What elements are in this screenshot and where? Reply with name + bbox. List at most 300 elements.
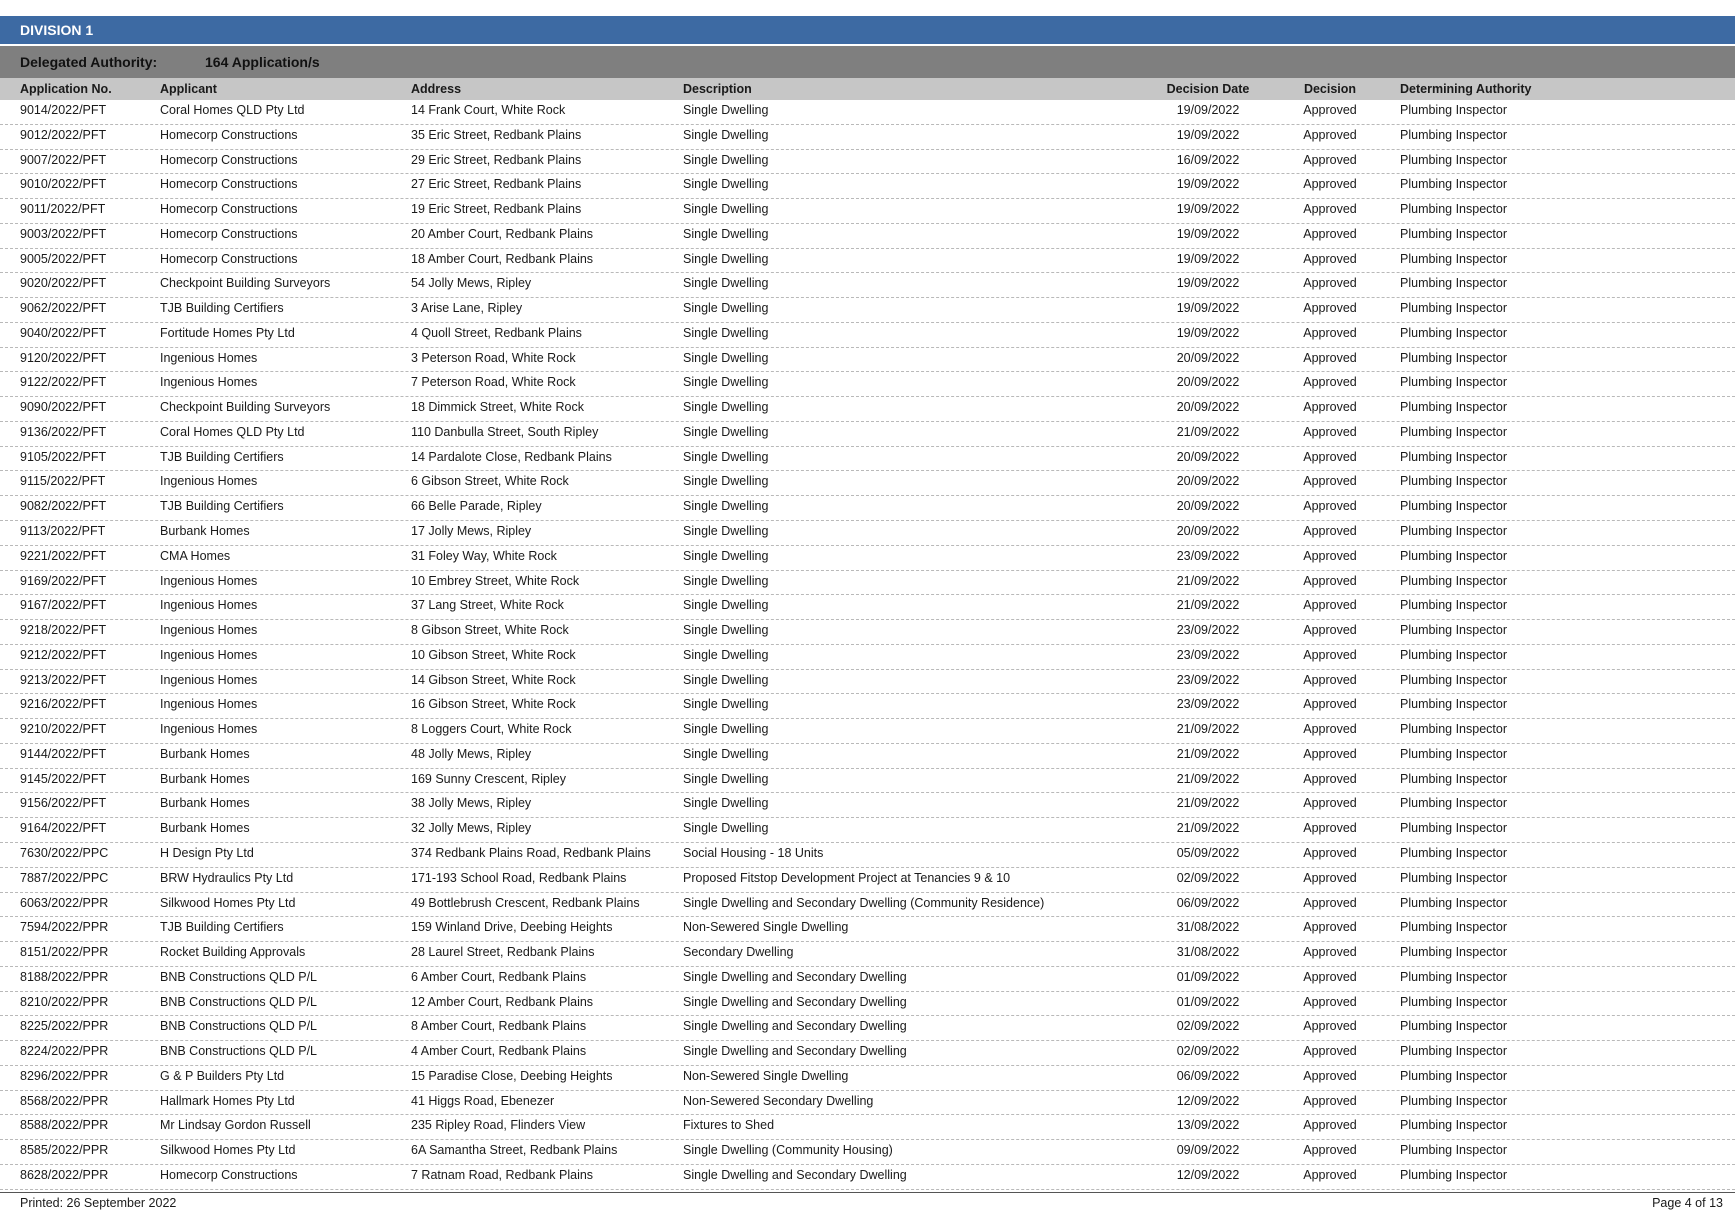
cell-address: 169 Sunny Crescent, Ripley bbox=[411, 771, 566, 786]
cell-determining-authority: Plumbing Inspector bbox=[1400, 895, 1508, 910]
cell-applicant: Homecorp Constructions bbox=[160, 177, 298, 192]
cell-determining-authority: Plumbing Inspector bbox=[1400, 325, 1508, 340]
cell-decision-date: 21/09/2022 bbox=[1176, 598, 1240, 613]
cell-decision: Approved bbox=[1303, 969, 1357, 984]
cell-decision-date: 21/09/2022 bbox=[1176, 796, 1240, 811]
cell-description: Single Dwelling bbox=[683, 276, 769, 291]
cell-decision-date: 20/09/2022 bbox=[1176, 449, 1240, 464]
cell-address: 14 Frank Court, White Rock bbox=[411, 103, 566, 117]
cell-application-no: 8224/2022/PPR bbox=[20, 1044, 109, 1059]
cell-determining-authority: Plumbing Inspector bbox=[1400, 969, 1508, 984]
cell-applicant: Checkpoint Building Surveyors bbox=[160, 276, 331, 291]
cell-description: Single Dwelling bbox=[683, 573, 769, 588]
cell-applicant: Coral Homes QLD Pty Ltd bbox=[160, 424, 305, 439]
cell-decision-date: 19/09/2022 bbox=[1176, 177, 1240, 192]
cell-application-no: 8628/2022/PPR bbox=[20, 1167, 109, 1182]
cell-application-no: 7594/2022/PPR bbox=[20, 920, 109, 935]
cell-application-no: 9210/2022/PFT bbox=[20, 722, 107, 737]
cell-description: Single Dwelling bbox=[683, 226, 769, 241]
cell-description: Single Dwelling bbox=[683, 697, 769, 712]
cell-decision: Approved bbox=[1303, 920, 1357, 935]
cell-applicant: CMA Homes bbox=[160, 548, 231, 563]
cell-applicant: Fortitude Homes Pty Ltd bbox=[160, 325, 295, 340]
division-title: DIVISION 1 bbox=[20, 22, 94, 38]
cell-decision-date: 12/09/2022 bbox=[1176, 1167, 1240, 1182]
cell-decision-date: 23/09/2022 bbox=[1176, 697, 1240, 712]
cell-description: Single Dwelling bbox=[683, 103, 769, 117]
column-address: Address bbox=[411, 82, 462, 96]
cell-description: Single Dwelling bbox=[683, 548, 769, 563]
cell-decision: Approved bbox=[1303, 177, 1357, 192]
cell-determining-authority: Plumbing Inspector bbox=[1400, 276, 1508, 291]
cell-decision: Approved bbox=[1303, 994, 1357, 1009]
cell-application-no: 8296/2022/PPR bbox=[20, 1068, 109, 1083]
cell-decision: Approved bbox=[1303, 276, 1357, 291]
cell-decision-date: 20/09/2022 bbox=[1176, 400, 1240, 415]
cell-applicant: TJB Building Certifiers bbox=[160, 449, 284, 464]
cell-description: Single Dwelling bbox=[683, 177, 769, 192]
page-number: Page 4 of 13 bbox=[1652, 1196, 1723, 1210]
table-row bbox=[0, 744, 1735, 769]
cell-decision-date: 16/09/2022 bbox=[1176, 152, 1240, 167]
cell-description: Social Housing - 18 Units bbox=[683, 845, 824, 860]
column-decision: Decision bbox=[1303, 82, 1357, 96]
cell-determining-authority: Plumbing Inspector bbox=[1400, 449, 1508, 464]
table-row bbox=[0, 1091, 1735, 1116]
cell-decision: Approved bbox=[1303, 1167, 1357, 1182]
cell-decision-date: 13/09/2022 bbox=[1176, 1118, 1240, 1133]
table-row bbox=[0, 694, 1735, 719]
table-row bbox=[0, 719, 1735, 744]
cell-address: 19 Eric Street, Redbank Plains bbox=[411, 202, 582, 217]
cell-description: Single Dwelling and Secondary Dwelling bbox=[683, 1167, 907, 1182]
cell-application-no: 9120/2022/PFT bbox=[20, 350, 107, 365]
cell-address: 10 Gibson Street, White Rock bbox=[411, 647, 576, 662]
division-header bbox=[0, 16, 1735, 44]
table-row bbox=[0, 100, 1735, 125]
cell-determining-authority: Plumbing Inspector bbox=[1400, 177, 1508, 192]
cell-applicant: BNB Constructions QLD P/L bbox=[160, 969, 318, 984]
cell-determining-authority: Plumbing Inspector bbox=[1400, 573, 1508, 588]
cell-decision-date: 19/09/2022 bbox=[1176, 251, 1240, 266]
cell-address: 159 Winland Drive, Deebing Heights bbox=[411, 920, 613, 935]
cell-address: 14 Pardalote Close, Redbank Plains bbox=[411, 449, 612, 464]
cell-application-no: 9062/2022/PFT bbox=[20, 301, 107, 316]
cell-applicant: Ingenious Homes bbox=[160, 722, 258, 737]
cell-decision: Approved bbox=[1303, 499, 1357, 514]
table-row bbox=[0, 645, 1735, 670]
cell-determining-authority: Plumbing Inspector bbox=[1400, 623, 1508, 638]
cell-application-no: 9122/2022/PFT bbox=[20, 375, 107, 390]
table-row bbox=[0, 793, 1735, 818]
cell-description: Single Dwelling bbox=[683, 499, 769, 514]
cell-address: 29 Eric Street, Redbank Plains bbox=[411, 152, 582, 167]
cell-address: 18 Dimmick Street, White Rock bbox=[411, 400, 584, 415]
cell-description: Single Dwelling bbox=[683, 251, 769, 266]
cell-application-no: 9003/2022/PFT bbox=[20, 226, 107, 241]
cell-address: 38 Jolly Mews, Ripley bbox=[411, 796, 532, 811]
cell-application-no: 9014/2022/PFT bbox=[20, 103, 107, 117]
cell-address: 374 Redbank Plains Road, Redbank Plains bbox=[411, 845, 651, 860]
cell-decision: Approved bbox=[1303, 672, 1357, 687]
table-row bbox=[0, 298, 1735, 323]
cell-determining-authority: Plumbing Inspector bbox=[1400, 251, 1508, 266]
cell-decision-date: 20/09/2022 bbox=[1176, 474, 1240, 489]
cell-description: Non-Sewered Secondary Dwelling bbox=[683, 1093, 874, 1108]
table-row bbox=[0, 917, 1735, 942]
table-row bbox=[0, 967, 1735, 992]
cell-applicant: Silkwood Homes Pty Ltd bbox=[160, 1143, 296, 1158]
cell-description: Non-Sewered Single Dwelling bbox=[683, 1068, 849, 1083]
cell-description: Single Dwelling bbox=[683, 672, 769, 687]
cell-decision: Approved bbox=[1303, 152, 1357, 167]
table-row bbox=[0, 769, 1735, 794]
cell-decision: Approved bbox=[1303, 647, 1357, 662]
cell-decision-date: 02/09/2022 bbox=[1176, 870, 1240, 885]
cell-determining-authority: Plumbing Inspector bbox=[1400, 202, 1508, 217]
cell-application-no: 9011/2022/PFT bbox=[20, 202, 106, 217]
cell-applicant: Rocket Building Approvals bbox=[160, 945, 306, 960]
cell-description: Single Dwelling bbox=[683, 127, 769, 142]
cell-decision: Approved bbox=[1303, 722, 1357, 737]
table-row bbox=[0, 471, 1735, 496]
cell-applicant: Hallmark Homes Pty Ltd bbox=[160, 1093, 295, 1108]
cell-determining-authority: Plumbing Inspector bbox=[1400, 1118, 1508, 1133]
cell-determining-authority: Plumbing Inspector bbox=[1400, 746, 1508, 761]
cell-application-no: 8210/2022/PPR bbox=[20, 994, 109, 1009]
cell-application-no: 9007/2022/PFT bbox=[20, 152, 107, 167]
cell-description: Single Dwelling and Secondary Dwelling (Community Residence) bbox=[683, 895, 1045, 910]
cell-description: Single Dwelling bbox=[683, 623, 769, 638]
table-row bbox=[0, 1140, 1735, 1165]
cell-decision-date: 21/09/2022 bbox=[1176, 722, 1240, 737]
cell-decision: Approved bbox=[1303, 746, 1357, 761]
cell-application-no: 9010/2022/PFT bbox=[20, 177, 107, 192]
cell-description: Single Dwelling bbox=[683, 796, 769, 811]
cell-decision: Approved bbox=[1303, 350, 1357, 365]
cell-description: Single Dwelling bbox=[683, 647, 769, 662]
cell-address: 8 Gibson Street, White Rock bbox=[411, 623, 569, 638]
cell-decision-date: 19/09/2022 bbox=[1176, 226, 1240, 241]
cell-applicant: Homecorp Constructions bbox=[160, 127, 298, 142]
cell-determining-authority: Plumbing Inspector bbox=[1400, 1019, 1508, 1034]
cell-application-no: 8568/2022/PPR bbox=[20, 1093, 109, 1108]
table-row bbox=[0, 323, 1735, 348]
cell-address: 17 Jolly Mews, Ripley bbox=[411, 524, 532, 539]
cell-decision-date: 19/09/2022 bbox=[1176, 202, 1240, 217]
table-row bbox=[0, 893, 1735, 918]
cell-determining-authority: Plumbing Inspector bbox=[1400, 127, 1508, 142]
cell-applicant: Ingenious Homes bbox=[160, 350, 258, 365]
cell-decision-date: 01/09/2022 bbox=[1176, 969, 1240, 984]
cell-application-no: 8225/2022/PPR bbox=[20, 1019, 109, 1034]
cell-decision: Approved bbox=[1303, 449, 1357, 464]
cell-address: 28 Laurel Street, Redbank Plains bbox=[411, 945, 595, 960]
cell-determining-authority: Plumbing Inspector bbox=[1400, 301, 1508, 316]
cell-application-no: 9105/2022/PFT bbox=[20, 449, 107, 464]
cell-description: Single Dwelling and Secondary Dwelling bbox=[683, 969, 907, 984]
cell-description: Single Dwelling bbox=[683, 598, 769, 613]
column-applicant: Applicant bbox=[160, 82, 217, 96]
cell-determining-authority: Plumbing Inspector bbox=[1400, 350, 1508, 365]
cell-decision: Approved bbox=[1303, 103, 1357, 117]
cell-applicant: Ingenious Homes bbox=[160, 623, 258, 638]
table-row bbox=[0, 496, 1735, 521]
cell-address: 32 Jolly Mews, Ripley bbox=[411, 821, 532, 836]
cell-application-no: 8585/2022/PPR bbox=[20, 1143, 109, 1158]
cell-applicant: Ingenious Homes bbox=[160, 672, 258, 687]
cell-decision-date: 23/09/2022 bbox=[1176, 623, 1240, 638]
column-determining-authority: Determining Authority bbox=[1400, 82, 1532, 96]
cell-decision-date: 06/09/2022 bbox=[1176, 1068, 1240, 1083]
cell-application-no: 8188/2022/PPR bbox=[20, 969, 109, 984]
cell-decision-date: 20/09/2022 bbox=[1176, 524, 1240, 539]
cell-decision-date: 23/09/2022 bbox=[1176, 672, 1240, 687]
column-description: Description bbox=[683, 82, 752, 96]
applications-table-body bbox=[0, 100, 1735, 1190]
cell-applicant: Silkwood Homes Pty Ltd bbox=[160, 895, 296, 910]
cell-application-no: 9212/2022/PFT bbox=[20, 647, 107, 662]
cell-application-no: 9216/2022/PFT bbox=[20, 697, 107, 712]
table-row bbox=[0, 1165, 1735, 1190]
cell-decision-date: 19/09/2022 bbox=[1176, 127, 1240, 142]
cell-applicant: Homecorp Constructions bbox=[160, 251, 298, 266]
cell-determining-authority: Plumbing Inspector bbox=[1400, 845, 1508, 860]
cell-application-no: 9144/2022/PFT bbox=[20, 746, 107, 761]
cell-determining-authority: Plumbing Inspector bbox=[1400, 375, 1508, 390]
cell-decision: Approved bbox=[1303, 524, 1357, 539]
cell-description: Proposed Fitstop Development Project at Tenancies 9 & 10 bbox=[683, 870, 1011, 885]
cell-application-no: 9115/2022/PFT bbox=[20, 474, 106, 489]
cell-decision: Approved bbox=[1303, 251, 1357, 266]
table-row bbox=[0, 818, 1735, 843]
cell-applicant: BNB Constructions QLD P/L bbox=[160, 994, 318, 1009]
cell-description: Single Dwelling bbox=[683, 424, 769, 439]
cell-decision: Approved bbox=[1303, 424, 1357, 439]
cell-decision: Approved bbox=[1303, 845, 1357, 860]
cell-applicant: Burbank Homes bbox=[160, 796, 250, 811]
cell-determining-authority: Plumbing Inspector bbox=[1400, 1167, 1508, 1182]
cell-description: Single Dwelling bbox=[683, 350, 769, 365]
cell-application-no: 9090/2022/PFT bbox=[20, 400, 107, 415]
cell-determining-authority: Plumbing Inspector bbox=[1400, 647, 1508, 662]
cell-application-no: 9012/2022/PFT bbox=[20, 127, 107, 142]
cell-description: Single Dwelling bbox=[683, 152, 769, 167]
cell-decision: Approved bbox=[1303, 870, 1357, 885]
cell-decision: Approved bbox=[1303, 1143, 1357, 1158]
cell-decision: Approved bbox=[1303, 548, 1357, 563]
cell-application-no: 9005/2022/PFT bbox=[20, 251, 107, 266]
cell-applicant: Ingenious Homes bbox=[160, 598, 258, 613]
cell-decision-date: 06/09/2022 bbox=[1176, 895, 1240, 910]
cell-address: 4 Quoll Street, Redbank Plains bbox=[411, 325, 582, 340]
table-row bbox=[0, 422, 1735, 447]
cell-address: 31 Foley Way, White Rock bbox=[411, 548, 557, 563]
cell-determining-authority: Plumbing Inspector bbox=[1400, 152, 1508, 167]
table-row bbox=[0, 942, 1735, 967]
cell-address: 20 Amber Court, Redbank Plains bbox=[411, 226, 594, 241]
cell-address: 110 Danbulla Street, South Ripley bbox=[411, 424, 599, 439]
cell-application-no: 9082/2022/PFT bbox=[20, 499, 107, 514]
table-row bbox=[0, 1041, 1735, 1066]
cell-determining-authority: Plumbing Inspector bbox=[1400, 796, 1508, 811]
cell-applicant: Burbank Homes bbox=[160, 771, 250, 786]
cell-address: 49 Bottlebrush Crescent, Redbank Plains bbox=[411, 895, 640, 910]
cell-determining-authority: Plumbing Inspector bbox=[1400, 920, 1508, 935]
cell-decision-date: 21/09/2022 bbox=[1176, 771, 1240, 786]
cell-determining-authority: Plumbing Inspector bbox=[1400, 499, 1508, 514]
cell-decision-date: 21/09/2022 bbox=[1176, 746, 1240, 761]
cell-determining-authority: Plumbing Inspector bbox=[1400, 994, 1508, 1009]
cell-decision: Approved bbox=[1303, 821, 1357, 836]
cell-decision: Approved bbox=[1303, 1068, 1357, 1083]
cell-application-no: 9156/2022/PFT bbox=[20, 796, 107, 811]
cell-address: 3 Peterson Road, White Rock bbox=[411, 350, 576, 365]
table-row bbox=[0, 868, 1735, 893]
cell-determining-authority: Plumbing Inspector bbox=[1400, 524, 1508, 539]
cell-decision-date: 23/09/2022 bbox=[1176, 548, 1240, 563]
cell-description: Single Dwelling bbox=[683, 400, 769, 415]
cell-address: 8 Amber Court, Redbank Plains bbox=[411, 1019, 587, 1034]
cell-decision-date: 21/09/2022 bbox=[1176, 573, 1240, 588]
cell-decision: Approved bbox=[1303, 598, 1357, 613]
cell-decision: Approved bbox=[1303, 127, 1357, 142]
cell-decision: Approved bbox=[1303, 474, 1357, 489]
cell-application-no: 9040/2022/PFT bbox=[20, 325, 107, 340]
cell-determining-authority: Plumbing Inspector bbox=[1400, 226, 1508, 241]
cell-determining-authority: Plumbing Inspector bbox=[1400, 598, 1508, 613]
cell-decision: Approved bbox=[1303, 945, 1357, 960]
cell-determining-authority: Plumbing Inspector bbox=[1400, 672, 1508, 687]
cell-applicant: Checkpoint Building Surveyors bbox=[160, 400, 331, 415]
cell-application-no: 7887/2022/PPC bbox=[20, 870, 109, 885]
cell-application-no: 9169/2022/PFT bbox=[20, 573, 107, 588]
cell-address: 15 Paradise Close, Deebing Heights bbox=[411, 1068, 613, 1083]
cell-application-no: 9020/2022/PFT bbox=[20, 276, 107, 291]
cell-determining-authority: Plumbing Inspector bbox=[1400, 945, 1508, 960]
cell-description: Secondary Dwelling bbox=[683, 945, 794, 960]
cell-decision-date: 19/09/2022 bbox=[1176, 301, 1240, 316]
cell-applicant: TJB Building Certifiers bbox=[160, 499, 284, 514]
table-row bbox=[0, 273, 1735, 298]
cell-description: Single Dwelling bbox=[683, 524, 769, 539]
cell-applicant: Ingenious Homes bbox=[160, 375, 258, 390]
table-row bbox=[0, 348, 1735, 373]
cell-address: 8 Loggers Court, White Rock bbox=[411, 722, 572, 737]
printed-date: Printed: 26 September 2022 bbox=[20, 1196, 177, 1210]
cell-description: Single Dwelling bbox=[683, 474, 769, 489]
cell-decision: Approved bbox=[1303, 325, 1357, 340]
cell-applicant: TJB Building Certifiers bbox=[160, 301, 284, 316]
cell-application-no: 9167/2022/PFT bbox=[20, 598, 107, 613]
cell-determining-authority: Plumbing Inspector bbox=[1400, 697, 1508, 712]
table-row bbox=[0, 249, 1735, 274]
cell-address: 41 Higgs Road, Ebenezer bbox=[411, 1093, 555, 1108]
table-row bbox=[0, 224, 1735, 249]
cell-decision-date: 05/09/2022 bbox=[1176, 845, 1240, 860]
table-row bbox=[0, 546, 1735, 571]
cell-decision-date: 19/09/2022 bbox=[1176, 276, 1240, 291]
cell-address: 35 Eric Street, Redbank Plains bbox=[411, 127, 582, 142]
cell-address: 7 Ratnam Road, Redbank Plains bbox=[411, 1167, 594, 1182]
cell-applicant: Homecorp Constructions bbox=[160, 1167, 298, 1182]
cell-applicant: G & P Builders Pty Ltd bbox=[160, 1068, 285, 1083]
table-row bbox=[0, 521, 1735, 546]
cell-decision: Approved bbox=[1303, 1093, 1357, 1108]
table-row bbox=[0, 620, 1735, 645]
cell-determining-authority: Plumbing Inspector bbox=[1400, 424, 1508, 439]
cell-application-no: 8151/2022/PPR bbox=[20, 945, 109, 960]
cell-address: 66 Belle Parade, Ripley bbox=[411, 499, 542, 514]
cell-application-no: 6063/2022/PPR bbox=[20, 895, 109, 910]
cell-description: Single Dwelling bbox=[683, 771, 769, 786]
table-row bbox=[0, 372, 1735, 397]
cell-description: Single Dwelling bbox=[683, 375, 769, 390]
cell-description: Single Dwelling (Community Housing) bbox=[683, 1143, 893, 1158]
cell-description: Single Dwelling and Secondary Dwelling bbox=[683, 1019, 907, 1034]
cell-determining-authority: Plumbing Inspector bbox=[1400, 870, 1508, 885]
cell-determining-authority: Plumbing Inspector bbox=[1400, 103, 1508, 117]
cell-decision: Approved bbox=[1303, 1118, 1357, 1133]
cell-description: Single Dwelling bbox=[683, 722, 769, 737]
cell-description: Single Dwelling and Secondary Dwelling bbox=[683, 1044, 907, 1059]
cell-application-no: 9145/2022/PFT bbox=[20, 771, 107, 786]
table-row bbox=[0, 670, 1735, 695]
table-row bbox=[0, 1115, 1735, 1140]
cell-determining-authority: Plumbing Inspector bbox=[1400, 1044, 1508, 1059]
cell-applicant: Homecorp Constructions bbox=[160, 226, 298, 241]
cell-decision-date: 20/09/2022 bbox=[1176, 350, 1240, 365]
cell-decision-date: 23/09/2022 bbox=[1176, 647, 1240, 662]
delegated-authority-label: Delegated Authority: bbox=[20, 54, 158, 70]
table-row bbox=[0, 125, 1735, 150]
page-footer bbox=[0, 1192, 1735, 1215]
cell-description: Single Dwelling bbox=[683, 202, 769, 217]
cell-decision-date: 02/09/2022 bbox=[1176, 1019, 1240, 1034]
cell-address: 6 Gibson Street, White Rock bbox=[411, 474, 569, 489]
cell-determining-authority: Plumbing Inspector bbox=[1400, 1068, 1508, 1083]
cell-address: 48 Jolly Mews, Ripley bbox=[411, 746, 532, 761]
cell-decision: Approved bbox=[1303, 623, 1357, 638]
cell-description: Single Dwelling bbox=[683, 301, 769, 316]
cell-address: 54 Jolly Mews, Ripley bbox=[411, 276, 532, 291]
table-row bbox=[0, 397, 1735, 422]
table-row bbox=[0, 199, 1735, 224]
cell-address: 16 Gibson Street, White Rock bbox=[411, 697, 576, 712]
cell-determining-authority: Plumbing Inspector bbox=[1400, 400, 1508, 415]
cell-description: Single Dwelling bbox=[683, 449, 769, 464]
application-count: 164 Application/s bbox=[205, 54, 320, 70]
cell-applicant: Burbank Homes bbox=[160, 821, 250, 836]
cell-address: 4 Amber Court, Redbank Plains bbox=[411, 1044, 587, 1059]
cell-decision-date: 12/09/2022 bbox=[1176, 1093, 1240, 1108]
cell-application-no: 9221/2022/PFT bbox=[20, 548, 107, 563]
cell-address: 10 Embrey Street, White Rock bbox=[411, 573, 580, 588]
table-row bbox=[0, 1066, 1735, 1091]
cell-decision-date: 21/09/2022 bbox=[1176, 424, 1240, 439]
cell-applicant: Mr Lindsay Gordon Russell bbox=[160, 1118, 311, 1133]
cell-address: 6A Samantha Street, Redbank Plains bbox=[411, 1143, 618, 1158]
cell-decision-date: 31/08/2022 bbox=[1176, 920, 1240, 935]
cell-application-no: 7630/2022/PPC bbox=[20, 845, 109, 860]
cell-determining-authority: Plumbing Inspector bbox=[1400, 771, 1508, 786]
cell-decision: Approved bbox=[1303, 573, 1357, 588]
cell-applicant: Homecorp Constructions bbox=[160, 202, 298, 217]
cell-description: Single Dwelling bbox=[683, 821, 769, 836]
cell-applicant: H Design Pty Ltd bbox=[160, 845, 254, 860]
cell-decision: Approved bbox=[1303, 202, 1357, 217]
cell-decision: Approved bbox=[1303, 400, 1357, 415]
